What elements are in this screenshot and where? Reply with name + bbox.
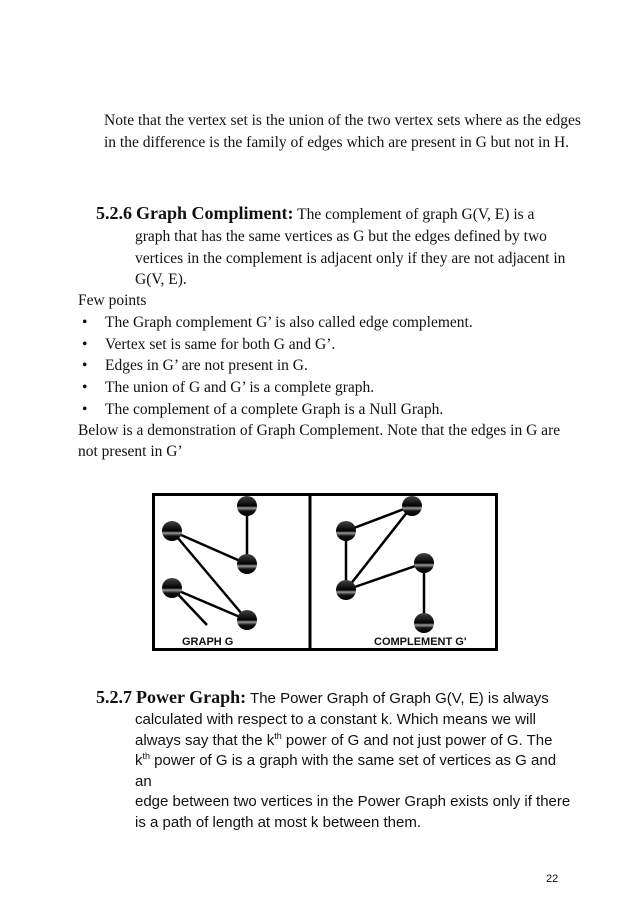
complement-node	[414, 613, 434, 633]
complement-node	[402, 496, 422, 516]
body-line: always say that the $k^{th}$ power of G and not just power of G. The	[135, 730, 553, 749]
graph-complement-figure	[152, 493, 498, 651]
section-first-line: The Power Graph of Graph G(V, E) is always	[246, 690, 549, 707]
note-paragraph: Note that the vertex set is the union of the two vertex sets where as the edges in the difference is the family of edges which are present in G but not in H.	[104, 112, 581, 151]
body-line: is a path of length at most k between them.	[135, 813, 421, 831]
graph-g-node	[237, 554, 257, 574]
graph-g-node	[162, 521, 182, 541]
section-number: 5.2.6	[96, 203, 132, 223]
list-item: • The Graph complement G’ is also called edge complement.	[78, 312, 598, 334]
few-points-label: Few points	[78, 292, 147, 309]
graph-g-node	[237, 496, 257, 516]
body-line: edge between two vertices in the Power Graph exists only if there	[135, 793, 571, 810]
complement-node	[336, 521, 356, 541]
list-item: • The complement of a complete Graph is a Null Graph.	[78, 399, 598, 421]
bullet-icon: •	[82, 335, 88, 353]
complement-node	[414, 553, 434, 573]
section-number: 5.2.7	[96, 687, 132, 707]
bullet-icon: •	[82, 314, 88, 331]
list-item: • The union of G and G’ is a complete graph.	[78, 377, 598, 399]
section-5-2-7-body	[135, 710, 575, 833]
graph-g-label: GRAPH G	[182, 636, 234, 648]
points-list	[78, 312, 598, 421]
section-title: Power Graph:	[136, 687, 247, 707]
graph-g-node	[237, 610, 257, 630]
section-5-2-6-body: graph that has the same vertices as G but the edges defined by two vertices in the complement is adjacent only if they are not adjacent in G(V, E).	[135, 228, 566, 288]
graph-g-node	[162, 578, 182, 598]
bullet-icon: •	[82, 357, 88, 375]
section-first-line: The complement of graph G(V, E) is a	[293, 206, 535, 223]
section-title: Graph Compliment:	[136, 203, 294, 223]
complement-node	[336, 580, 356, 600]
list-item: • Vertex set is same for both G and G’.	[78, 334, 598, 356]
bullet-icon: •	[82, 400, 88, 418]
demonstration-paragraph: Below is a demonstration of Graph Complement. Note that the edges in G are not present in G’	[78, 422, 561, 460]
complement-label: COMPLEMENT G'	[374, 636, 467, 648]
section-5-2-6-heading	[96, 203, 576, 226]
list-item: • Edges in G’ are not present in G.	[78, 355, 598, 377]
body-line: $k^{th}$ power of G is a graph with the same set of vertices as G and an	[135, 751, 557, 790]
section-5-2-7-heading	[96, 687, 576, 710]
body-line: calculated with respect to a constant k. Which means we will	[135, 711, 537, 728]
bullet-icon: •	[82, 379, 88, 397]
page-number: 22	[546, 873, 559, 885]
